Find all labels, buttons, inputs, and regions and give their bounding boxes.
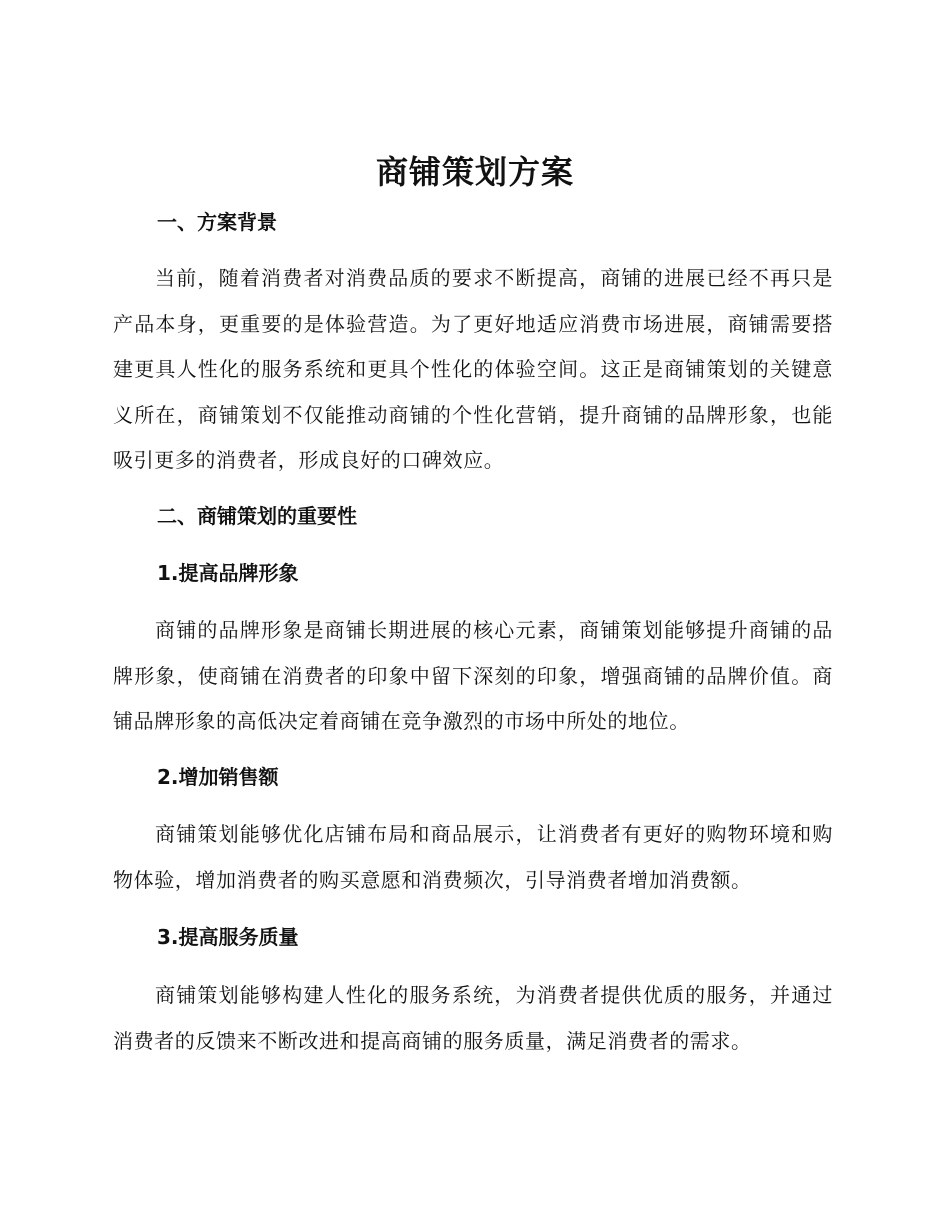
- section-heading-background: 一、方案背景: [157, 210, 277, 234]
- subheading-service-quality: 3.提高服务质量: [157, 925, 299, 949]
- subheading-sales: 2.增加销售额: [157, 765, 279, 789]
- subheading-brand-image: 1.提高品牌形象: [157, 561, 299, 585]
- section-heading-importance: 二、商铺策划的重要性: [157, 504, 357, 528]
- paragraph-background: 当前，随着消费者对消费品质的要求不断提高，商铺的进展已经不再只是产品本身，更重要的是体验营造。为了更好地适应消费市场进展，商铺需要搭建更具人性化的服务系统和更具个性化的体验空间。这正是商铺策划的关键意义所在，商铺策划不仅能推动商铺的个性化营销，提升商铺的品牌形象，也能吸引更多的消费者，形成良好的口碑效应。: [113, 266, 833, 473]
- paragraph-sales: 商铺策划能够优化店铺布局和商品展示，让消费者有更好的购物环境和购物体验，增加消费者的购买意愿和消费频次，引导消费者增加消费额。: [113, 822, 833, 892]
- document-title: 商铺策划方案: [375, 153, 574, 191]
- paragraph-service-quality: 商铺策划能够构建人性化的服务系统，为消费者提供优质的服务，并通过消费者的反馈来不断改进和提高商铺的服务质量，满足消费者的需求。: [113, 983, 833, 1053]
- paragraph-brand-image: 商铺的品牌形象是商铺长期进展的核心元素，商铺策划能够提升商铺的品牌形象，使商铺在消费者的印象中留下深刻的印象，增强商铺的品牌价值。商铺品牌形象的高低决定着商铺在竞争激烈的市场中所处的地位。: [113, 618, 833, 734]
